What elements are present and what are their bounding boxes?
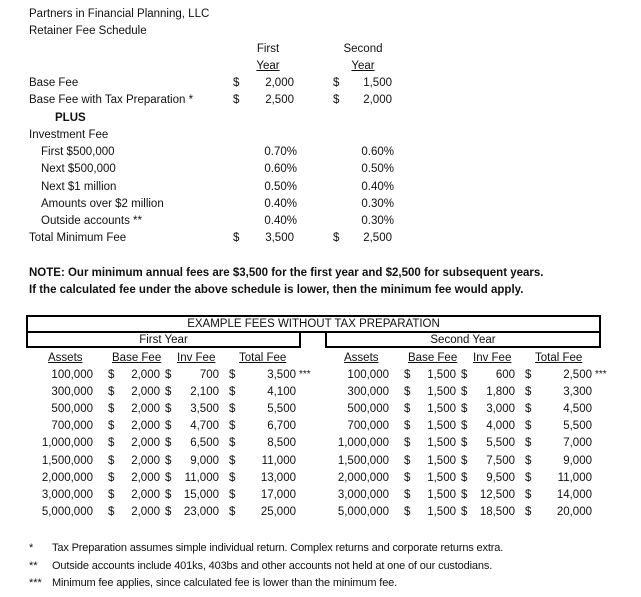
company-name: Partners in Financial Planning, LLC bbox=[29, 8, 210, 20]
total-fee-value: 8,500 bbox=[267, 437, 296, 450]
tier-label: Next $500,000 bbox=[41, 163, 116, 176]
total-fee-value: 11,000 bbox=[261, 454, 296, 467]
inv-fee-value: 18,500 bbox=[479, 505, 515, 518]
assets-value: 1,500,000 bbox=[41, 454, 93, 467]
column-header: Total Fee bbox=[535, 352, 583, 364]
inv-fee-value: 9,500 bbox=[486, 471, 515, 484]
inv-fee-value: 3,500 bbox=[190, 403, 219, 416]
first-year-rate: 0.70% bbox=[264, 146, 297, 158]
currency-symbol: $ bbox=[165, 369, 172, 381]
total-fee-value: 3,300 bbox=[563, 386, 592, 399]
base-fee-value: 2,000 bbox=[131, 454, 160, 467]
tier-label: First $500,000 bbox=[41, 146, 115, 158]
footnote-text: Outside accounts include 401ks, 403bs and other accounts not held at one of our custodians. bbox=[52, 559, 493, 572]
assets-value: 1,500,000 bbox=[337, 454, 389, 467]
document-title: Retainer Fee Schedule bbox=[29, 25, 147, 37]
total-fee-value: 11,000 bbox=[557, 471, 592, 484]
column-header: Total Fee bbox=[239, 352, 287, 364]
base-fee-value: 1,500 bbox=[427, 505, 456, 518]
base-fee-value: 1,500 bbox=[427, 437, 456, 450]
base-fee-value: 1,500 bbox=[427, 488, 456, 501]
total-fee-value: 25,000 bbox=[260, 505, 296, 518]
base-fee-value: 1,500 bbox=[427, 386, 456, 399]
currency-symbol: $ bbox=[525, 403, 532, 416]
currency-symbol: $ bbox=[108, 454, 115, 467]
total-fee-value: 4,100 bbox=[267, 386, 296, 399]
currency-symbol: $ bbox=[333, 232, 340, 244]
column-header: Base Fee bbox=[112, 352, 162, 364]
footnote-mark: ** bbox=[29, 559, 38, 572]
first-year-rate: 0.40% bbox=[264, 215, 297, 228]
second-year-value: 2,000 bbox=[363, 94, 392, 106]
assets-value: 700,000 bbox=[51, 420, 93, 433]
column-header: Inv Fee bbox=[473, 352, 512, 364]
total-fee-value: 6,700 bbox=[267, 420, 296, 433]
inv-fee-value: 6,500 bbox=[190, 437, 219, 450]
currency-symbol: $ bbox=[525, 386, 532, 399]
first-year-box bbox=[26, 331, 301, 348]
total-fee-value: 4,500 bbox=[563, 403, 592, 416]
currency-symbol: $ bbox=[333, 94, 340, 106]
currency-symbol: $ bbox=[229, 454, 236, 467]
footnote-marker: *** bbox=[299, 369, 311, 380]
assets-value: 3,000,000 bbox=[337, 488, 389, 501]
total-fee-value: 3,500 bbox=[267, 369, 296, 381]
inv-fee-value: 7,500 bbox=[486, 454, 515, 467]
assets-value: 300,000 bbox=[347, 386, 389, 399]
currency-symbol: $ bbox=[108, 488, 115, 501]
inv-fee-value: 5,500 bbox=[486, 437, 515, 450]
inv-fee-value: 11,000 bbox=[184, 471, 219, 484]
currency-symbol: $ bbox=[525, 471, 532, 484]
footnote-mark: *** bbox=[29, 577, 42, 589]
currency-symbol: $ bbox=[233, 232, 240, 244]
schedule-row-label: Base Fee with Tax Preparation * bbox=[29, 94, 194, 106]
second-year-rate: 0.30% bbox=[361, 215, 394, 228]
base-fee-value: 1,500 bbox=[427, 403, 456, 416]
currency-symbol: $ bbox=[404, 386, 411, 399]
currency-symbol: $ bbox=[229, 403, 236, 416]
currency-symbol: $ bbox=[108, 471, 115, 484]
total-fee-value: 7,000 bbox=[563, 437, 592, 450]
column-header: Base Fee bbox=[408, 352, 458, 364]
base-fee-value: 2,000 bbox=[131, 437, 160, 450]
total-fee-value: 9,000 bbox=[563, 454, 592, 467]
second-year-rate: 0.40% bbox=[361, 180, 394, 193]
total-fee-value: 5,500 bbox=[563, 420, 592, 433]
currency-symbol: $ bbox=[229, 471, 236, 484]
note-line-1: NOTE: Our minimum annual fees are $3,500 for the first year and $2,500 for subsequent years. bbox=[29, 267, 544, 279]
total-fee-value: 17,000 bbox=[260, 488, 296, 501]
currency-symbol: $ bbox=[229, 488, 236, 501]
col-second-year-line2: Year bbox=[351, 60, 375, 72]
currency-symbol: $ bbox=[404, 369, 411, 381]
inv-fee-value: 9,000 bbox=[190, 454, 219, 467]
inv-fee-value: 23,000 bbox=[183, 505, 219, 518]
currency-symbol: $ bbox=[108, 369, 115, 381]
total-fee-value: 14,000 bbox=[556, 488, 592, 501]
tier-label: Outside accounts ** bbox=[41, 215, 143, 228]
first-year-label: First Year bbox=[139, 334, 188, 346]
base-fee-value: 2,000 bbox=[131, 369, 160, 381]
total-fee-value: 13,000 bbox=[260, 471, 296, 484]
base-fee-value: 2,000 bbox=[131, 505, 160, 518]
base-fee-value: 2,000 bbox=[131, 471, 160, 484]
footnote-text: Tax Preparation assumes simple individual return. Complex returns and corporate returns extra. bbox=[52, 542, 504, 554]
currency-symbol: $ bbox=[461, 403, 468, 416]
assets-value: 1,000,000 bbox=[337, 437, 389, 450]
base-fee-value: 2,000 bbox=[131, 420, 160, 433]
currency-symbol: $ bbox=[461, 454, 468, 467]
col-first-year-line1: First bbox=[256, 43, 280, 55]
note-line-2: If the calculated fee under the above schedule is lower, then the minimum fee would apply. bbox=[29, 284, 524, 296]
second-year-rate: 0.30% bbox=[361, 197, 394, 210]
first-year-rate: 0.60% bbox=[264, 163, 297, 176]
second-year-rate: 0.50% bbox=[361, 163, 394, 176]
column-header: Inv Fee bbox=[177, 352, 216, 364]
currency-symbol: $ bbox=[165, 454, 172, 467]
assets-value: 100,000 bbox=[347, 369, 389, 381]
currency-symbol: $ bbox=[233, 77, 240, 89]
currency-symbol: $ bbox=[525, 505, 532, 518]
column-header: Assets bbox=[344, 352, 379, 364]
inv-fee-value: 3,000 bbox=[486, 403, 515, 416]
tier-label: Next $1 million bbox=[41, 180, 117, 193]
assets-value: 2,000,000 bbox=[337, 471, 389, 484]
base-fee-value: 1,500 bbox=[427, 369, 456, 381]
currency-symbol: $ bbox=[229, 437, 236, 450]
base-fee-value: 1,500 bbox=[427, 454, 456, 467]
currency-symbol: $ bbox=[165, 488, 172, 501]
currency-symbol: $ bbox=[233, 94, 240, 106]
tier-label: Amounts over $2 million bbox=[41, 197, 164, 210]
assets-value: 500,000 bbox=[347, 403, 389, 416]
examples-title: EXAMPLE FEES WITHOUT TAX PREPARATION bbox=[187, 318, 440, 330]
currency-symbol: $ bbox=[461, 471, 468, 484]
currency-symbol: $ bbox=[461, 386, 468, 399]
footnote-mark: * bbox=[29, 542, 34, 554]
first-year-rate: 0.40% bbox=[264, 197, 297, 210]
base-fee-value: 2,000 bbox=[131, 403, 160, 416]
currency-symbol: $ bbox=[404, 505, 411, 518]
currency-symbol: $ bbox=[108, 505, 115, 518]
first-year-total: 3,500 bbox=[265, 232, 294, 244]
assets-value: 700,000 bbox=[347, 420, 389, 433]
currency-symbol: $ bbox=[404, 471, 411, 484]
currency-symbol: $ bbox=[229, 386, 236, 399]
footnote-marker: *** bbox=[595, 369, 607, 380]
currency-symbol: $ bbox=[461, 437, 468, 450]
first-year-value: 2,500 bbox=[265, 94, 294, 106]
base-fee-value: 1,500 bbox=[427, 471, 456, 484]
inv-fee-value: 1,800 bbox=[486, 386, 515, 399]
currency-symbol: $ bbox=[108, 420, 115, 433]
currency-symbol: $ bbox=[229, 505, 236, 518]
col-first-year-line2: Year bbox=[256, 60, 280, 72]
currency-symbol: $ bbox=[165, 420, 172, 433]
assets-value: 1,000,000 bbox=[41, 437, 93, 450]
inv-fee-value: 4,700 bbox=[190, 420, 219, 433]
first-year-value: 2,000 bbox=[265, 77, 294, 89]
assets-value: 300,000 bbox=[51, 386, 93, 399]
total-fee-value: 5,500 bbox=[267, 403, 296, 416]
currency-symbol: $ bbox=[404, 437, 411, 450]
currency-symbol: $ bbox=[461, 488, 468, 501]
inv-fee-value: 2,100 bbox=[190, 386, 219, 399]
currency-symbol: $ bbox=[525, 437, 532, 450]
currency-symbol: $ bbox=[404, 454, 411, 467]
inv-fee-value: 4,000 bbox=[486, 420, 515, 433]
total-fee-value: 2,500 bbox=[563, 369, 592, 381]
second-year-value: 1,500 bbox=[363, 77, 392, 89]
assets-value: 2,000,000 bbox=[41, 471, 93, 484]
currency-symbol: $ bbox=[108, 386, 115, 399]
inv-fee-value: 600 bbox=[495, 369, 515, 381]
assets-value: 3,000,000 bbox=[41, 488, 93, 501]
currency-symbol: $ bbox=[108, 437, 115, 450]
second-year-total: 2,500 bbox=[363, 232, 392, 244]
currency-symbol: $ bbox=[229, 420, 236, 433]
base-fee-value: 2,000 bbox=[131, 488, 160, 501]
currency-symbol: $ bbox=[461, 420, 468, 433]
currency-symbol: $ bbox=[165, 437, 172, 450]
currency-symbol: $ bbox=[525, 454, 532, 467]
investment-fee-label: Investment Fee bbox=[29, 129, 109, 141]
second-year-label: Second Year bbox=[430, 334, 496, 346]
inv-fee-value: 12,500 bbox=[479, 488, 515, 501]
footnote-text: Minimum fee applies, since calculated fee is lower than the minimum fee. bbox=[52, 577, 398, 589]
assets-value: 500,000 bbox=[51, 403, 93, 416]
inv-fee-value: 700 bbox=[199, 369, 219, 381]
currency-symbol: $ bbox=[525, 488, 532, 501]
currency-symbol: $ bbox=[165, 386, 172, 399]
currency-symbol: $ bbox=[333, 77, 340, 89]
base-fee-value: 2,000 bbox=[131, 386, 160, 399]
total-minimum-fee-label: Total Minimum Fee bbox=[29, 232, 127, 244]
currency-symbol: $ bbox=[229, 369, 236, 381]
currency-symbol: $ bbox=[525, 420, 532, 433]
currency-symbol: $ bbox=[404, 488, 411, 501]
second-year-rate: 0.60% bbox=[361, 146, 394, 158]
plus-label: PLUS bbox=[55, 112, 86, 124]
currency-symbol: $ bbox=[461, 505, 468, 518]
currency-symbol: $ bbox=[165, 471, 172, 484]
first-year-rate: 0.50% bbox=[264, 180, 297, 193]
col-second-year-line1: Second bbox=[343, 43, 383, 55]
assets-value: 100,000 bbox=[51, 369, 93, 381]
schedule-row-label: Base Fee bbox=[29, 77, 79, 89]
inv-fee-value: 15,000 bbox=[183, 488, 219, 501]
currency-symbol: $ bbox=[108, 403, 115, 416]
base-fee-value: 1,500 bbox=[427, 420, 456, 433]
assets-value: 5,000,000 bbox=[337, 505, 389, 518]
currency-symbol: $ bbox=[404, 403, 411, 416]
currency-symbol: $ bbox=[525, 369, 532, 381]
currency-symbol: $ bbox=[165, 403, 172, 416]
column-header: Assets bbox=[48, 352, 83, 364]
currency-symbol: $ bbox=[165, 505, 172, 518]
currency-symbol: $ bbox=[461, 369, 468, 381]
currency-symbol: $ bbox=[404, 420, 411, 433]
total-fee-value: 20,000 bbox=[556, 505, 592, 518]
assets-value: 5,000,000 bbox=[41, 505, 93, 518]
second-year-box bbox=[325, 331, 601, 348]
